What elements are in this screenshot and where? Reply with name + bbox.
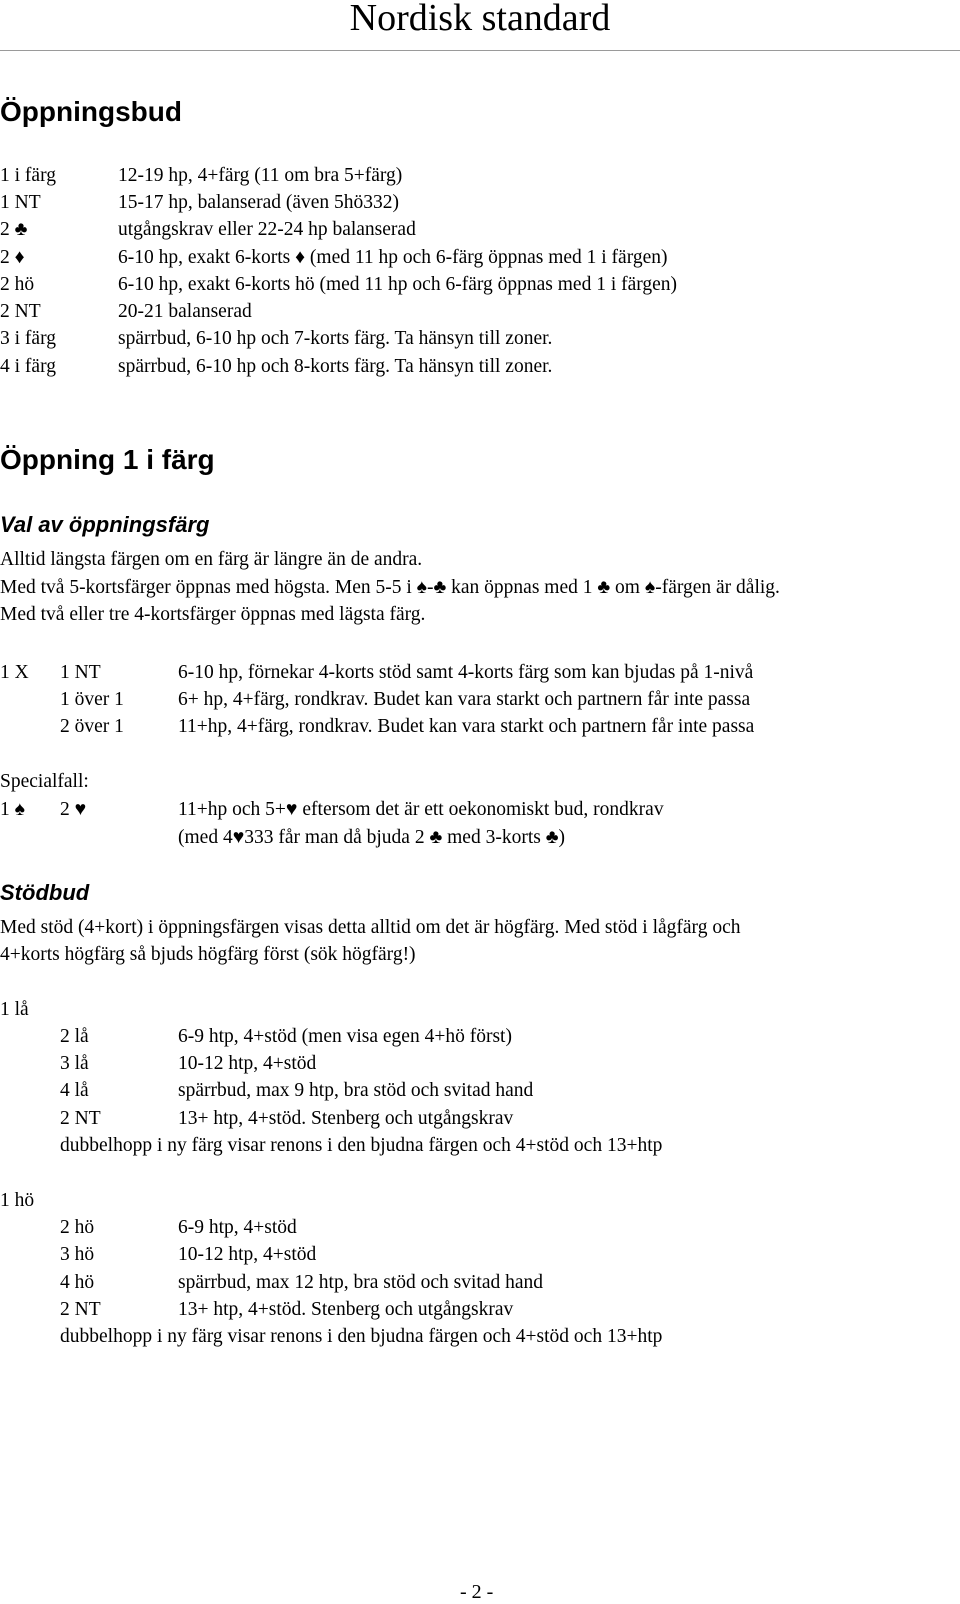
opening-desc: 12-19 hp, 4+färg (11 om bra 5+färg) — [118, 165, 403, 186]
opening-bid: 2 ♦ — [0, 247, 25, 268]
support-desc: 10-12 htp, 4+stöd — [178, 1244, 317, 1265]
support-note: dubbelhopp i ny färg visar renons i den bjudna färgen och 4+stöd och 13+htp — [60, 1326, 663, 1347]
opening-bid: 4 i färg — [0, 356, 56, 377]
opening-bid: 2 ♣ — [0, 219, 28, 240]
opening-bid: 1 i färg — [0, 165, 56, 186]
opening-desc: spärrbud, 6-10 hp och 8-korts färg. Ta hänsyn till zoner. — [118, 356, 553, 377]
page-title: Nordisk standard — [349, 0, 611, 39]
support-bid: 2 lå — [60, 1026, 89, 1047]
special-bid-2: 2 ♥ — [60, 799, 87, 820]
support-bid: 2 NT — [60, 1299, 101, 1320]
opening-bid: 3 i färg — [0, 328, 56, 349]
response-bid: 1 över 1 — [60, 689, 124, 710]
response-desc: 6+ hp, 4+färg, rondkrav. Budet kan vara starkt och partnern får inte passa — [178, 689, 751, 710]
support-desc: 6-9 htp, 4+stöd (men visa egen 4+hö först) — [178, 1026, 512, 1047]
support-intro: 4+korts högfärg så bjuds högfärg först (sök högfärg!) — [0, 944, 416, 965]
heading-openings: Öppningsbud — [0, 96, 182, 127]
opening-bid: 2 hö — [0, 274, 35, 295]
support-bid: 4 lå — [60, 1080, 89, 1101]
choice-line: Alltid längsta färgen om en färg är längre än de andra. — [0, 549, 423, 570]
special-desc-1: 11+hp och 5+♥ eftersom det är ett oekonomiskt bud, rondkrav — [178, 799, 664, 820]
heading-support: Stödbud — [0, 880, 90, 905]
support-bid: 4 hö — [60, 1272, 95, 1293]
choice-line: Med två 5-kortsfärger öppnas med högsta. Men 5-5 i ♠-♣ kan öppnas med 1 ♣ om ♠-färgen är dålig. — [0, 577, 780, 598]
support-bid: 3 lå — [60, 1053, 89, 1074]
support-opening: 1 lå — [0, 999, 29, 1020]
support-opening: 1 hö — [0, 1190, 35, 1211]
support-bid: 3 hö — [60, 1244, 95, 1265]
response-bid: 1 NT — [60, 662, 101, 683]
opening-bid: 2 NT — [0, 301, 41, 322]
opening-bid: 1 NT — [0, 192, 41, 213]
support-bid: 2 NT — [60, 1108, 101, 1129]
title-divider — [0, 50, 960, 51]
opening-desc: utgångskrav eller 22-24 hp balanserad — [118, 219, 416, 240]
opening-desc: 15-17 hp, balanserad (även 5hö332) — [118, 192, 400, 213]
heading-choice: Val av öppningsfärg — [0, 512, 210, 537]
choice-line: Med två eller tre 4-kortsfärger öppnas med lägsta färg. — [0, 604, 426, 625]
special-label: Specialfall: — [0, 771, 89, 792]
page-number: - 2 - — [460, 1581, 494, 1603]
opening-desc: 6-10 hp, exakt 6-korts hö (med 11 hp och 6-färg öppnas med 1 i färgen) — [118, 274, 678, 295]
support-desc: 13+ htp, 4+stöd. Stenberg och utgångskrav — [178, 1108, 514, 1129]
support-desc: spärrbud, max 9 htp, bra stöd och svitad hand — [178, 1080, 534, 1101]
opening-desc: 6-10 hp, exakt 6-korts ♦ (med 11 hp och 6-färg öppnas med 1 i färgen) — [118, 247, 668, 268]
support-note: dubbelhopp i ny färg visar renons i den bjudna färgen och 4+stöd och 13+htp — [60, 1135, 663, 1156]
opening-desc: spärrbud, 6-10 hp och 7-korts färg. Ta hänsyn till zoner. — [118, 328, 553, 349]
response-bid: 2 över 1 — [60, 716, 124, 737]
support-desc: 10-12 htp, 4+stöd — [178, 1053, 317, 1074]
support-desc: spärrbud, max 12 htp, bra stöd och svitad hand — [178, 1272, 544, 1293]
support-desc: 6-9 htp, 4+stöd — [178, 1217, 297, 1238]
special-desc-2: (med 4♥333 får man då bjuda 2 ♣ med 3-korts ♣) — [178, 827, 565, 848]
opening-desc: 20-21 balanserad — [118, 301, 252, 322]
response-opening: 1 X — [0, 662, 29, 683]
special-bid-1: 1 ♠ — [0, 799, 25, 820]
response-desc: 6-10 hp, förnekar 4-korts stöd samt 4-korts färg som kan bjudas på 1-nivå — [178, 662, 754, 683]
support-intro: Med stöd (4+kort) i öppningsfärgen visas detta alltid om det är högfärg. Med stöd i lågfärg och — [0, 917, 741, 938]
heading-one-suit: Öppning 1 i färg — [0, 444, 215, 475]
support-desc: 13+ htp, 4+stöd. Stenberg och utgångskrav — [178, 1299, 514, 1320]
support-bid: 2 hö — [60, 1217, 95, 1238]
response-desc: 11+hp, 4+färg, rondkrav. Budet kan vara starkt och partnern får inte passa — [178, 716, 755, 737]
